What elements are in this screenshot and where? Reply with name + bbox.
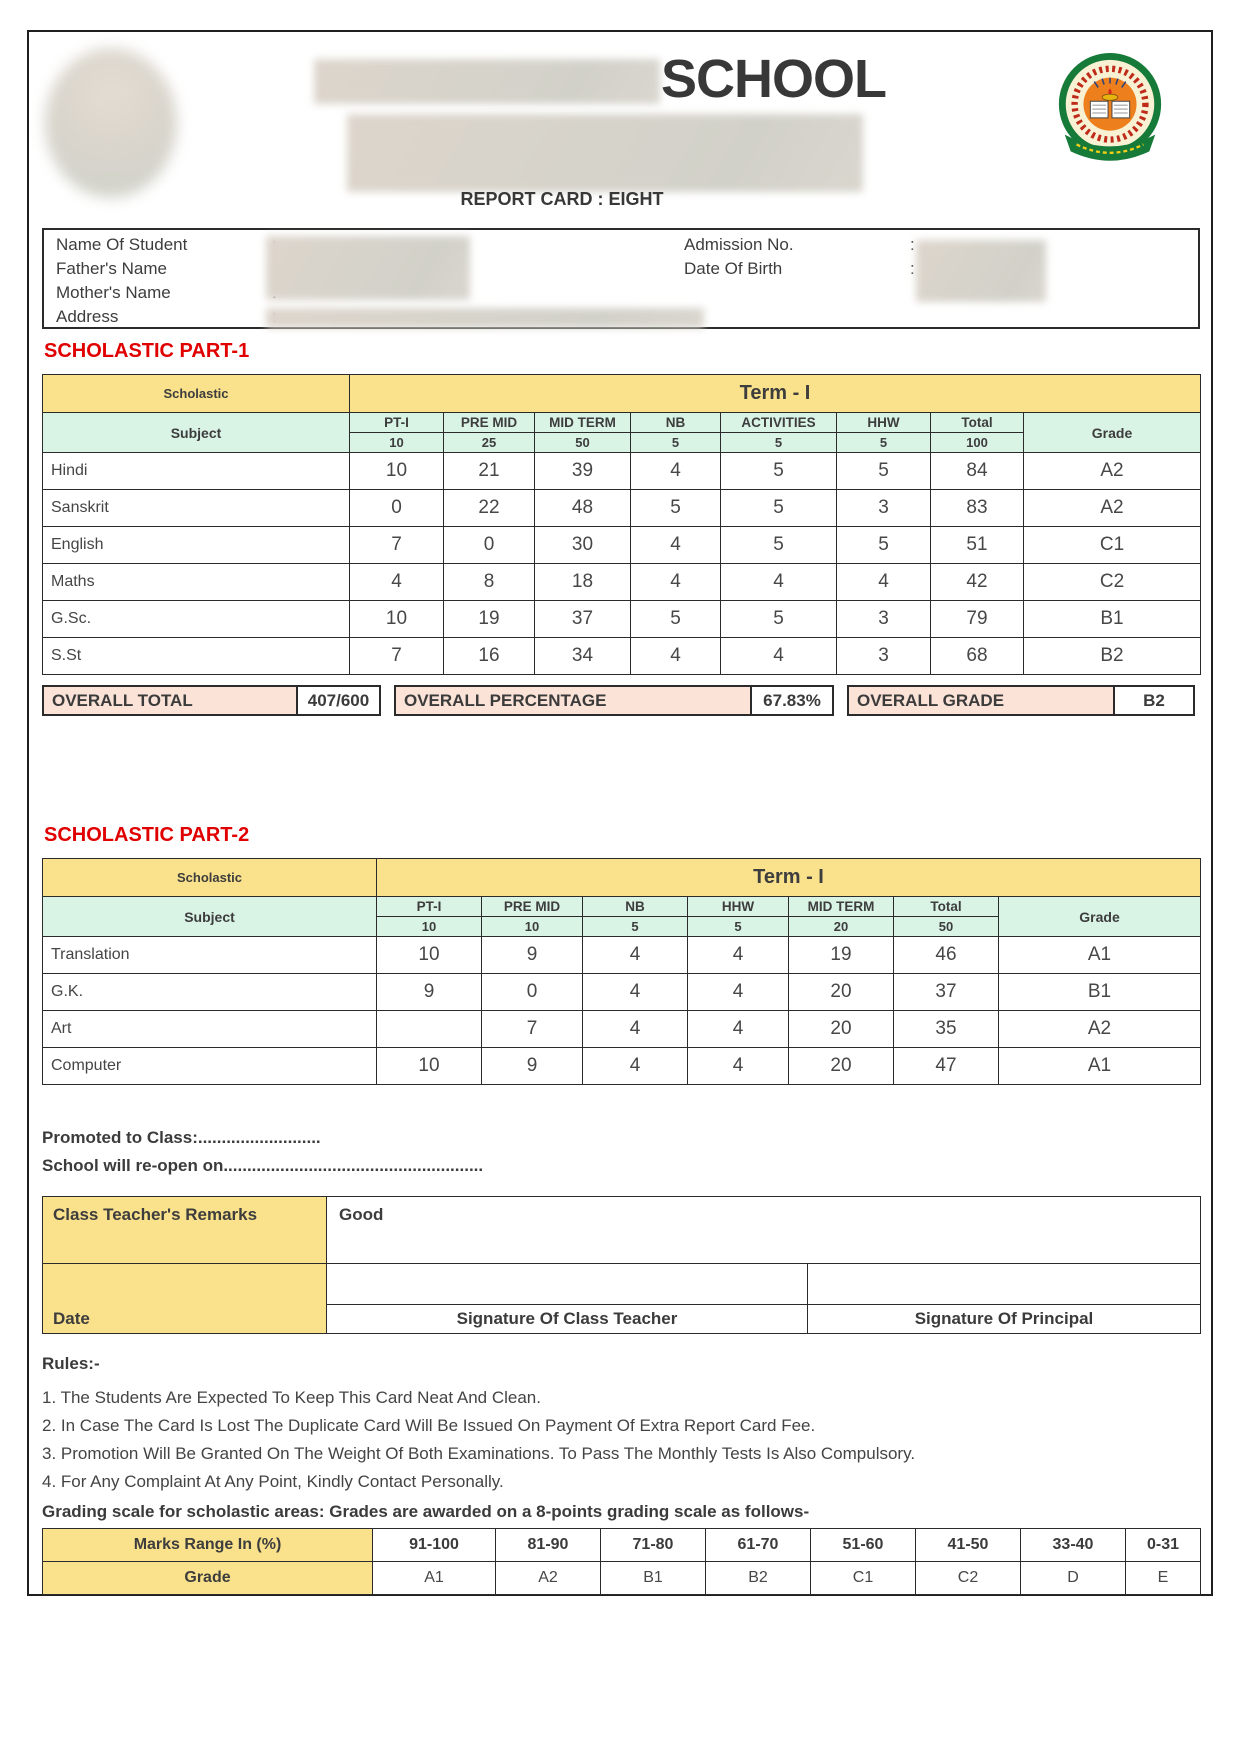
part2-col-total: Total [894,897,999,917]
total-cell: 68 [931,638,1024,675]
mark-cell: 4 [583,974,688,1011]
subject-cell: Sanskrit [43,490,350,527]
mark-cell [377,1011,482,1048]
mark-cell: 20 [789,974,894,1011]
mark-cell: 10 [350,453,444,490]
mark-cell: 9 [482,1048,583,1085]
school-address-redacted [347,114,863,192]
promoted-to-class-line: Promoted to Class:.......................... [42,1128,321,1147]
range-cell: 81-90 [496,1529,601,1562]
mark-cell: 7 [350,527,444,564]
mark-cell: 7 [482,1011,583,1048]
mark-cell: 0 [444,527,535,564]
part2-max-pt1: 10 [377,917,482,937]
spacer [834,685,847,716]
colon-separator: : [910,259,915,278]
subject-cell: G.Sc. [43,601,350,638]
grade-cell: C1 [1024,527,1201,564]
mark-cell: 3 [837,638,931,675]
part1-col-nb: NB [631,413,721,433]
mother-name-label: Mother's Name [56,283,171,302]
part2-max-total: 50 [894,917,999,937]
mark-cell: 5 [837,527,931,564]
part2-max-midterm: 20 [789,917,894,937]
grade-cell: B1 [601,1562,706,1595]
mark-cell: 4 [631,564,721,601]
range-cell: 71-80 [601,1529,706,1562]
subject-cell: English [43,527,350,564]
part1-heading: SCHOLASTIC PART-1 [44,340,250,362]
grade-cell: A1 [999,1048,1201,1085]
grade-cell: C2 [916,1562,1021,1595]
subject-cell: Maths [43,564,350,601]
mark-cell: 3 [837,601,931,638]
mark-cell: 10 [377,1048,482,1085]
overall-summary-strip [42,685,1195,716]
mark-cell: 20 [789,1048,894,1085]
mark-cell: 20 [789,1011,894,1048]
part2-row-computer [43,1048,1201,1085]
part2-col-nb: NB [583,897,688,917]
rule-item-1: 1. The Students Are Expected To Keep This Card Neat And Clean. [42,1388,541,1407]
mark-cell: 5 [721,601,837,638]
part2-col-hhw: HHW [688,897,789,917]
part1-col-hhw: HHW [837,413,931,433]
mark-cell: 4 [837,564,931,601]
part2-max-nb: 5 [583,917,688,937]
mark-cell: 22 [444,490,535,527]
part2-grade-header: Grade [999,897,1201,937]
part1-row-hindi [43,453,1201,490]
subject-cell: Translation [43,937,377,974]
part1-row-sst [43,638,1201,675]
subject-cell: Hindi [43,453,350,490]
mark-cell: 9 [482,937,583,974]
marks-range-label: Marks Range In (%) [43,1529,373,1562]
part1-row-maths [43,564,1201,601]
mark-cell: 3 [837,490,931,527]
part2-scholastic-header: Scholastic [43,859,377,897]
range-cell: 33-40 [1021,1529,1126,1562]
subject-cell: G.K. [43,974,377,1011]
grade-cell: A1 [373,1562,496,1595]
mark-cell: 4 [631,453,721,490]
part1-max-pt1: 10 [350,433,444,453]
part1-table [42,374,1201,675]
rule-item-2: 2. In Case The Card Is Lost The Duplicate Card Will Be Issued On Payment Of Extra Report Card Fee. [42,1416,816,1435]
part2-max-premid: 10 [482,917,583,937]
total-cell: 37 [894,974,999,1011]
mark-cell: 9 [377,974,482,1011]
signature-of-principal-label: Signature Of Principal [808,1305,1201,1334]
mark-cell: 8 [444,564,535,601]
part2-table [42,858,1201,1085]
part1-max-hhw: 5 [837,433,931,453]
cbse-logo-svg [1051,48,1169,178]
part1-max-total: 100 [931,433,1024,453]
mark-cell: 4 [583,937,688,974]
mark-cell: 5 [721,490,837,527]
mark-cell: 21 [444,453,535,490]
total-cell: 83 [931,490,1024,527]
mark-cell: 34 [535,638,631,675]
mark-cell: 4 [688,1011,789,1048]
grade-cell: A2 [1024,490,1201,527]
student-name-label: Name Of Student [56,235,188,254]
mark-cell: 4 [631,527,721,564]
subject-cell: Art [43,1011,377,1048]
mark-cell: 37 [535,601,631,638]
mark-cell: 4 [631,638,721,675]
range-cell: 61-70 [706,1529,811,1562]
date-of-birth-label: Date Of Birth [684,259,783,278]
teacher-signature-space [327,1264,808,1305]
total-cell: 35 [894,1011,999,1048]
part2-col-premid: PRE MID [482,897,583,917]
mark-cell: 5 [631,601,721,638]
grade-cell: C1 [811,1562,916,1595]
class-teacher-remarks-label: Class Teacher's Remarks [43,1197,327,1264]
grade-cell: B1 [999,974,1201,1011]
grade-cell: A1 [999,937,1201,974]
grade-cell: B2 [1024,638,1201,675]
mark-cell: 10 [377,937,482,974]
mark-cell: 4 [721,564,837,601]
mark-cell: 16 [444,638,535,675]
part2-max-hhw: 5 [688,917,789,937]
range-cell: 0-31 [1126,1529,1201,1562]
part1-max-premid: 25 [444,433,535,453]
part1-max-midterm: 50 [535,433,631,453]
school-title: SCHOOL [661,49,887,109]
overall-grade-value: B2 [1115,685,1195,716]
overall-total-label: OVERALL TOTAL [42,685,298,716]
mark-cell: 4 [688,974,789,1011]
part2-row-gk [43,974,1201,1011]
part1-row-english [43,527,1201,564]
mark-cell: 19 [789,937,894,974]
grading-scale-table [42,1528,1201,1595]
subject-cell: Computer [43,1048,377,1085]
rule-item-3: 3. Promotion Will Be Granted On The Weight Of Both Examinations. To Pass The Monthly Tests Is Also Compulsory. [42,1444,916,1463]
part1-col-pt1: PT-I [350,413,444,433]
grade-cell: B2 [706,1562,811,1595]
mark-cell: 39 [535,453,631,490]
part1-row-gsc [43,601,1201,638]
mark-cell: 4 [583,1048,688,1085]
part1-col-activities: ACTIVITIES [721,413,837,433]
overall-percentage-label: OVERALL PERCENTAGE [394,685,752,716]
total-cell: 47 [894,1048,999,1085]
total-cell: 84 [931,453,1024,490]
class-teacher-remarks-value: Good [327,1197,1201,1264]
grade-cell: C2 [1024,564,1201,601]
total-cell: 42 [931,564,1024,601]
part1-row-sanskrit [43,490,1201,527]
mark-cell: 4 [688,937,789,974]
signature-of-class-teacher-label: Signature Of Class Teacher [327,1305,808,1334]
grade-cell: A2 [999,1011,1201,1048]
range-cell: 51-60 [811,1529,916,1562]
part2-row-translation [43,937,1201,974]
part1-max-activities: 5 [721,433,837,453]
grade-cell: E [1126,1562,1201,1595]
cbse-board-logo-icon [1051,48,1169,178]
date-label: Date [43,1264,327,1334]
mark-cell: 19 [444,601,535,638]
overall-total-value: 407/600 [298,685,381,716]
school-logo-redacted [45,48,177,198]
mark-cell: 30 [535,527,631,564]
mark-cell: 5 [721,453,837,490]
grade-cell: A2 [1024,453,1201,490]
mark-cell: 0 [350,490,444,527]
school-reopen-line: School will re-open on....................................................... [42,1156,484,1175]
part2-heading: SCHOLASTIC PART-2 [44,824,250,846]
rules-heading: Rules:- [42,1354,100,1373]
part1-col-premid: PRE MID [444,413,535,433]
part1-grade-header: Grade [1024,413,1201,453]
part2-col-midterm: MID TERM [789,897,894,917]
address-redacted [266,308,704,328]
range-cell: 91-100 [373,1529,496,1562]
mark-cell: 5 [837,453,931,490]
total-cell: 51 [931,527,1024,564]
father-name-label: Father's Name [56,259,167,278]
part2-term-header: Term - I [377,859,1201,897]
mark-cell: 48 [535,490,631,527]
spacer [381,685,394,716]
part2-subject-header: Subject [43,897,377,937]
overall-grade-label: OVERALL GRADE [847,685,1115,716]
mark-cell: 4 [583,1011,688,1048]
grading-scale-note: Grading scale for scholastic areas: Grades are awarded on a 8-points grading scale as follows- [42,1502,810,1521]
admission-dob-redacted [916,240,1046,302]
mark-cell: 4 [350,564,444,601]
report-card-title: REPORT CARD : EIGHT [460,189,664,209]
grade-cell: B1 [1024,601,1201,638]
admission-no-label: Admission No. [684,235,794,254]
remarks-table [42,1196,1201,1334]
school-name-redacted [314,59,660,104]
total-cell: 46 [894,937,999,974]
student-names-redacted [266,236,470,300]
mark-cell: 0 [482,974,583,1011]
overall-percentage-value: 67.83% [752,685,834,716]
mark-cell: 7 [350,638,444,675]
address-label: Address [56,307,119,326]
mark-cell: 18 [535,564,631,601]
mark-cell: 10 [350,601,444,638]
report-card-page [27,30,1213,1596]
part1-col-midterm: MID TERM [535,413,631,433]
grade-cell: D [1021,1562,1126,1595]
part2-row-art [43,1011,1201,1048]
part1-term-header: Term - I [350,375,1201,413]
part1-scholastic-header: Scholastic [43,375,350,413]
part2-col-pt1: PT-I [377,897,482,917]
part1-col-total: Total [931,413,1024,433]
part1-subject-header: Subject [43,413,350,453]
total-cell: 79 [931,601,1024,638]
mark-cell: 4 [688,1048,789,1085]
student-info-box [42,228,1200,329]
part1-max-nb: 5 [631,433,721,453]
mark-cell: 5 [631,490,721,527]
rule-item-4: 4. For Any Complaint At Any Point, Kindly Contact Personally. [42,1472,504,1491]
mark-cell: 5 [721,527,837,564]
grade-row-label: Grade [43,1562,373,1595]
range-cell: 41-50 [916,1529,1021,1562]
subject-cell: S.St [43,638,350,675]
grade-cell: A2 [496,1562,601,1595]
principal-signature-space [808,1264,1201,1305]
colon-separator: : [910,235,915,254]
mark-cell: 4 [721,638,837,675]
